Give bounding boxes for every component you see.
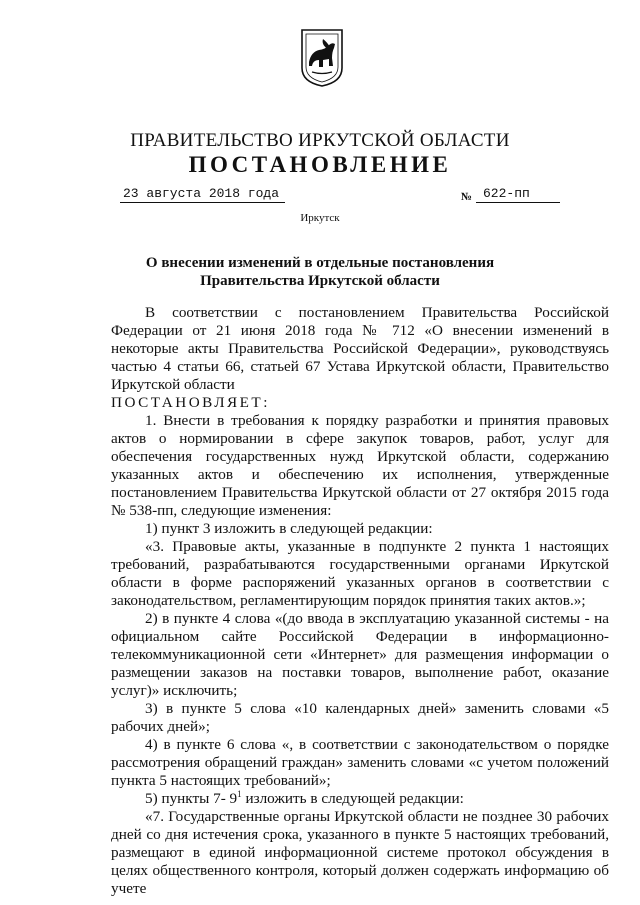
subclause-1-quote: «3. Правовые акты, указанные в подпункте 2 пункта 1 настоящих требований, разрабатываются государственными органами Иркутской области в форме распоряжений указанных органов в соответствии с законодательством, регламентирующим порядок принятия таких актов.»; xyxy=(111,538,609,609)
date-underline xyxy=(120,202,285,203)
document-type: ПОСТАНОВЛЕНИЕ xyxy=(188,152,452,177)
subclause-2: 2) в пункте 4 слова «(до ввода в эксплуатацию указанной системы - на официальном сайте Российской Федерации в информационно-телекоммуникационной сети «Интернет» для размещения информации о размещении заказов на поставки товаров, выполнение работ, оказание услуг)» исключить; xyxy=(111,610,609,699)
subclause-1: 1) пункт 3 изложить в следующей редакции: xyxy=(145,520,433,537)
decree-word: ПОСТАНОВЛЯЕТ: xyxy=(111,394,270,411)
subclause-5-start: 5) пункты 7- 9 xyxy=(145,790,238,807)
government-title: ПРАВИТЕЛЬСТВО ИРКУТСКОЙ ОБЛАСТИ xyxy=(130,130,510,151)
subclause-5 xyxy=(111,790,609,808)
number-label: № xyxy=(461,191,473,203)
number-underline xyxy=(476,202,560,203)
subclause-3: 3) в пункте 5 слова «10 календарных дней» заменить словами «5 рабочих дней»; xyxy=(111,700,609,735)
preamble-paragraph: В соответствии с постановлением Правительства Российской Федерации от 21 июня 2018 года № 712 «О внесении изменений в некоторые акты Правительства Российской Федерации», руководствуясь частью 4 статьи 66, статьей 67 Устава Иркутской области, Правительство Иркутской области xyxy=(111,304,609,393)
document-date: 23 августа 2018 года xyxy=(123,186,280,201)
coat-of-arms-icon xyxy=(299,28,345,88)
document-body xyxy=(111,304,609,898)
subclause-5-quote: «7. Государственные органы Иркутской области не позднее 30 рабочих дней со дня истечения срока, указанного в пункте 5 настоящих требований, размещают в единой информационной системе протокол обсуждения в целях общественного контроля, который должен содержать информацию об учете xyxy=(111,808,609,897)
subclause-4: 4) в пункте 6 слова «, в соответствии с законодательством о порядке рассмотрения обращений граждан» заменить словами «с учетом положений пункта 5 настоящих требований»; xyxy=(111,736,609,789)
superscript-1: 1 xyxy=(237,788,242,799)
document-number: 622-пп xyxy=(483,186,530,201)
document-subject: О внесении изменений в отдельные постановления Правительства Иркутской области xyxy=(145,255,495,289)
city-name: Иркутск xyxy=(300,212,340,224)
subclause-5-end: изложить в следующей редакции: xyxy=(241,790,464,807)
clause-1: 1. Внести в требования к порядку разработки и принятия правовых актов о нормировании в сфере закупок товаров, работ, услуг для обеспечения государственных нужд Иркутской области, содержанию указанных актов и обеспечению их исполнения, утвержденные постановлением Правительства Иркутской области от 27 октября 2015 года № 538-пп, следующие изменения: xyxy=(111,412,609,519)
